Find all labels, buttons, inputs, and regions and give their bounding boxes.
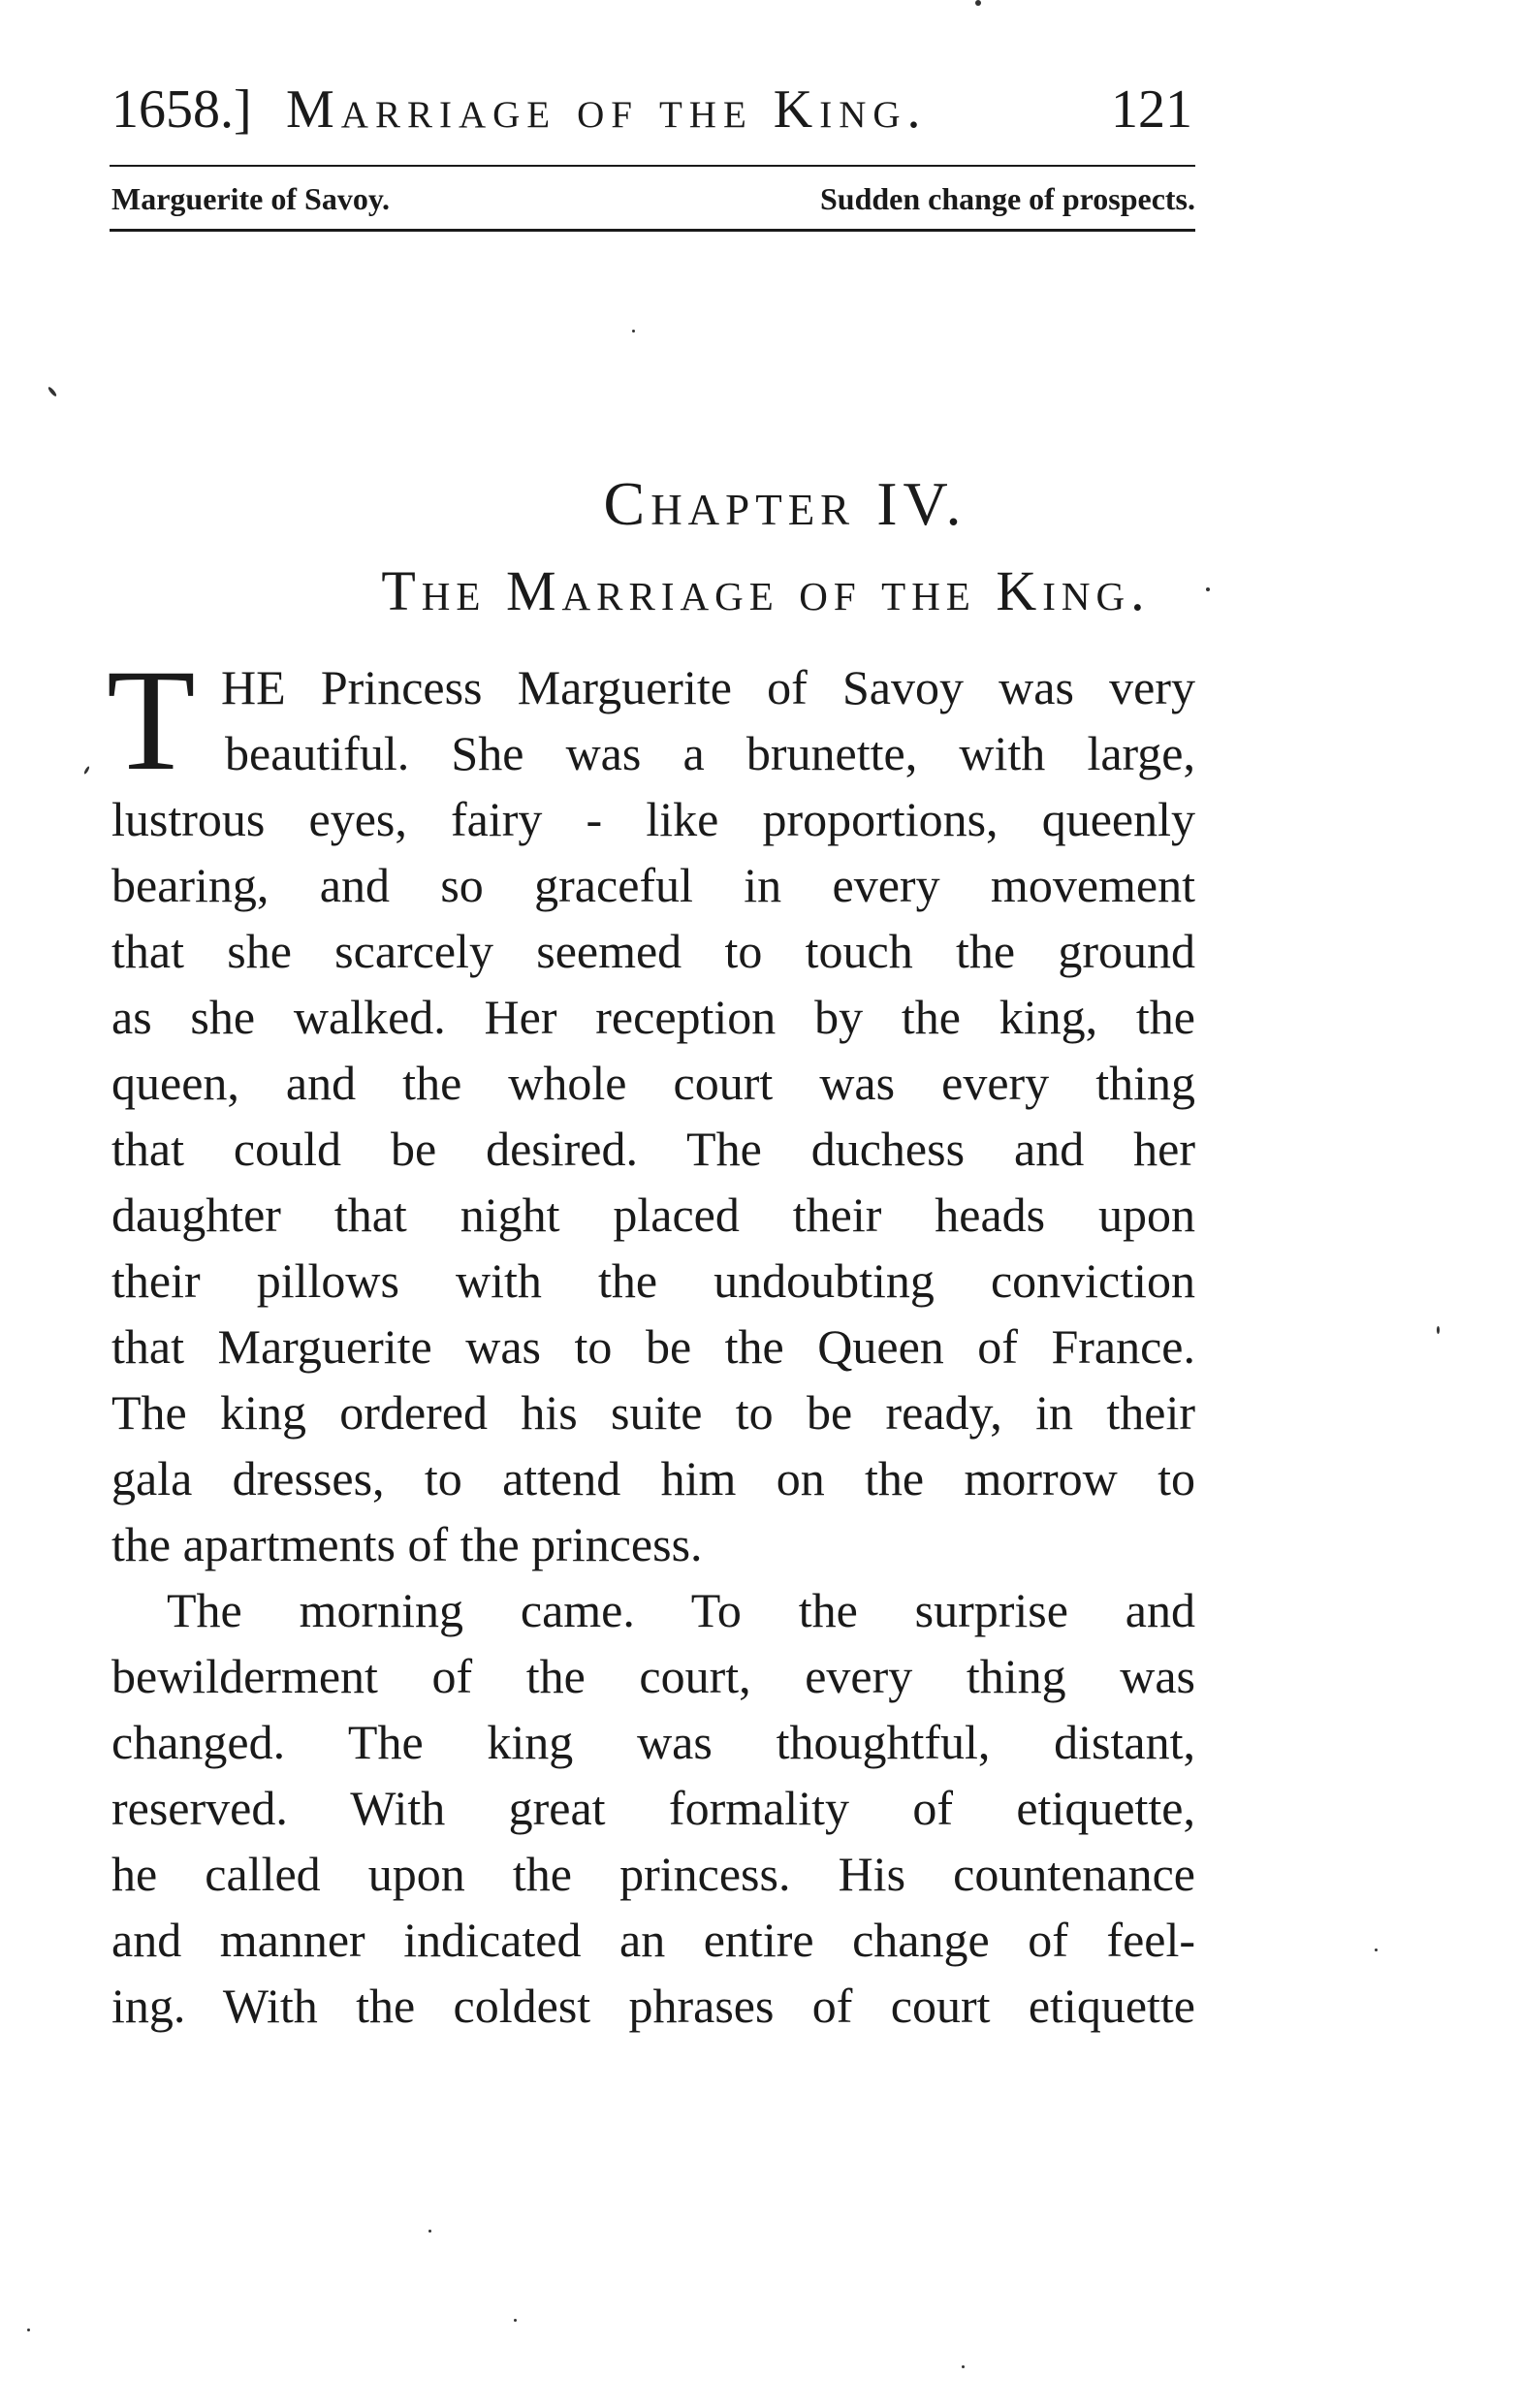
body-line: daughter that night placed their heads upon	[111, 1188, 1195, 1242]
running-head	[111, 76, 1192, 143]
drop-cap: T	[107, 640, 196, 801]
running-head-title: Marriage of the King.	[286, 79, 928, 140]
body-line: that she scarcely seemed to touch the ground	[111, 924, 1195, 978]
subhead-right: Sudden change of prospects.	[819, 181, 1195, 216]
scan-speck	[48, 386, 58, 397]
body-line: that Marguerite was to be the Queen of France.	[111, 1319, 1195, 1374]
scan-speck	[975, 0, 981, 6]
scan-speck	[962, 2365, 965, 2368]
header-rule-bottom	[110, 229, 1195, 232]
body-line: that could be desired. The duchess and her	[111, 1122, 1195, 1176]
body-line: ing. With the coldest phrases of court etiquette	[111, 1979, 1195, 2033]
scan-speck	[1437, 1326, 1440, 1334]
header-rule-top	[110, 165, 1195, 167]
page-number: 121	[1111, 79, 1192, 140]
body-line: he called upon the princess. His countenance	[111, 1847, 1195, 1901]
body-line: gala dresses, to attend him on the morrow to	[111, 1451, 1195, 1505]
scan-speck	[83, 766, 90, 775]
body-line: beautiful. She was a brunette, with large,	[225, 726, 1195, 780]
body-line: queen, and the whole court was every thing	[111, 1056, 1195, 1110]
body-line: changed. The king was thoughtful, distant,	[111, 1715, 1195, 1769]
scan-speck	[27, 2329, 30, 2331]
scan-speck	[1206, 587, 1210, 591]
body-line: as she walked. Her reception by the king, the	[111, 990, 1195, 1044]
scan-speck	[632, 330, 635, 333]
chapter-title: The Marriage of the King.	[381, 559, 1151, 622]
body-line: the apartments of the princess.	[111, 1517, 703, 1571]
body-line: The morning came. To the surprise and	[167, 1583, 1195, 1637]
scan-speck	[428, 2230, 431, 2233]
body-line: their pillows with the undoubting conviction	[111, 1253, 1195, 1308]
running-head-year: 1658.]	[111, 79, 252, 140]
chapter-number: Chapter IV.	[603, 469, 967, 538]
body-line: The king ordered his suite to be ready, in their	[111, 1385, 1195, 1440]
body-line: lustrous eyes, fairy - like proportions, queenly	[111, 792, 1195, 846]
subhead-left: Marguerite of Savoy.	[111, 181, 391, 216]
body-line: reserved. With great formality of etiquette,	[111, 1781, 1195, 1835]
subhead	[111, 177, 1195, 220]
scan-speck	[514, 2319, 517, 2322]
body-line: and manner indicated an entire change of feel-	[111, 1913, 1195, 1967]
scan-speck	[1375, 1949, 1378, 1951]
body-line: HE Princess Marguerite of Savoy was very	[221, 660, 1195, 714]
body-line: bearing, and so graceful in every movement	[111, 858, 1195, 912]
body-line: bewilderment of the court, every thing was	[111, 1649, 1195, 1703]
